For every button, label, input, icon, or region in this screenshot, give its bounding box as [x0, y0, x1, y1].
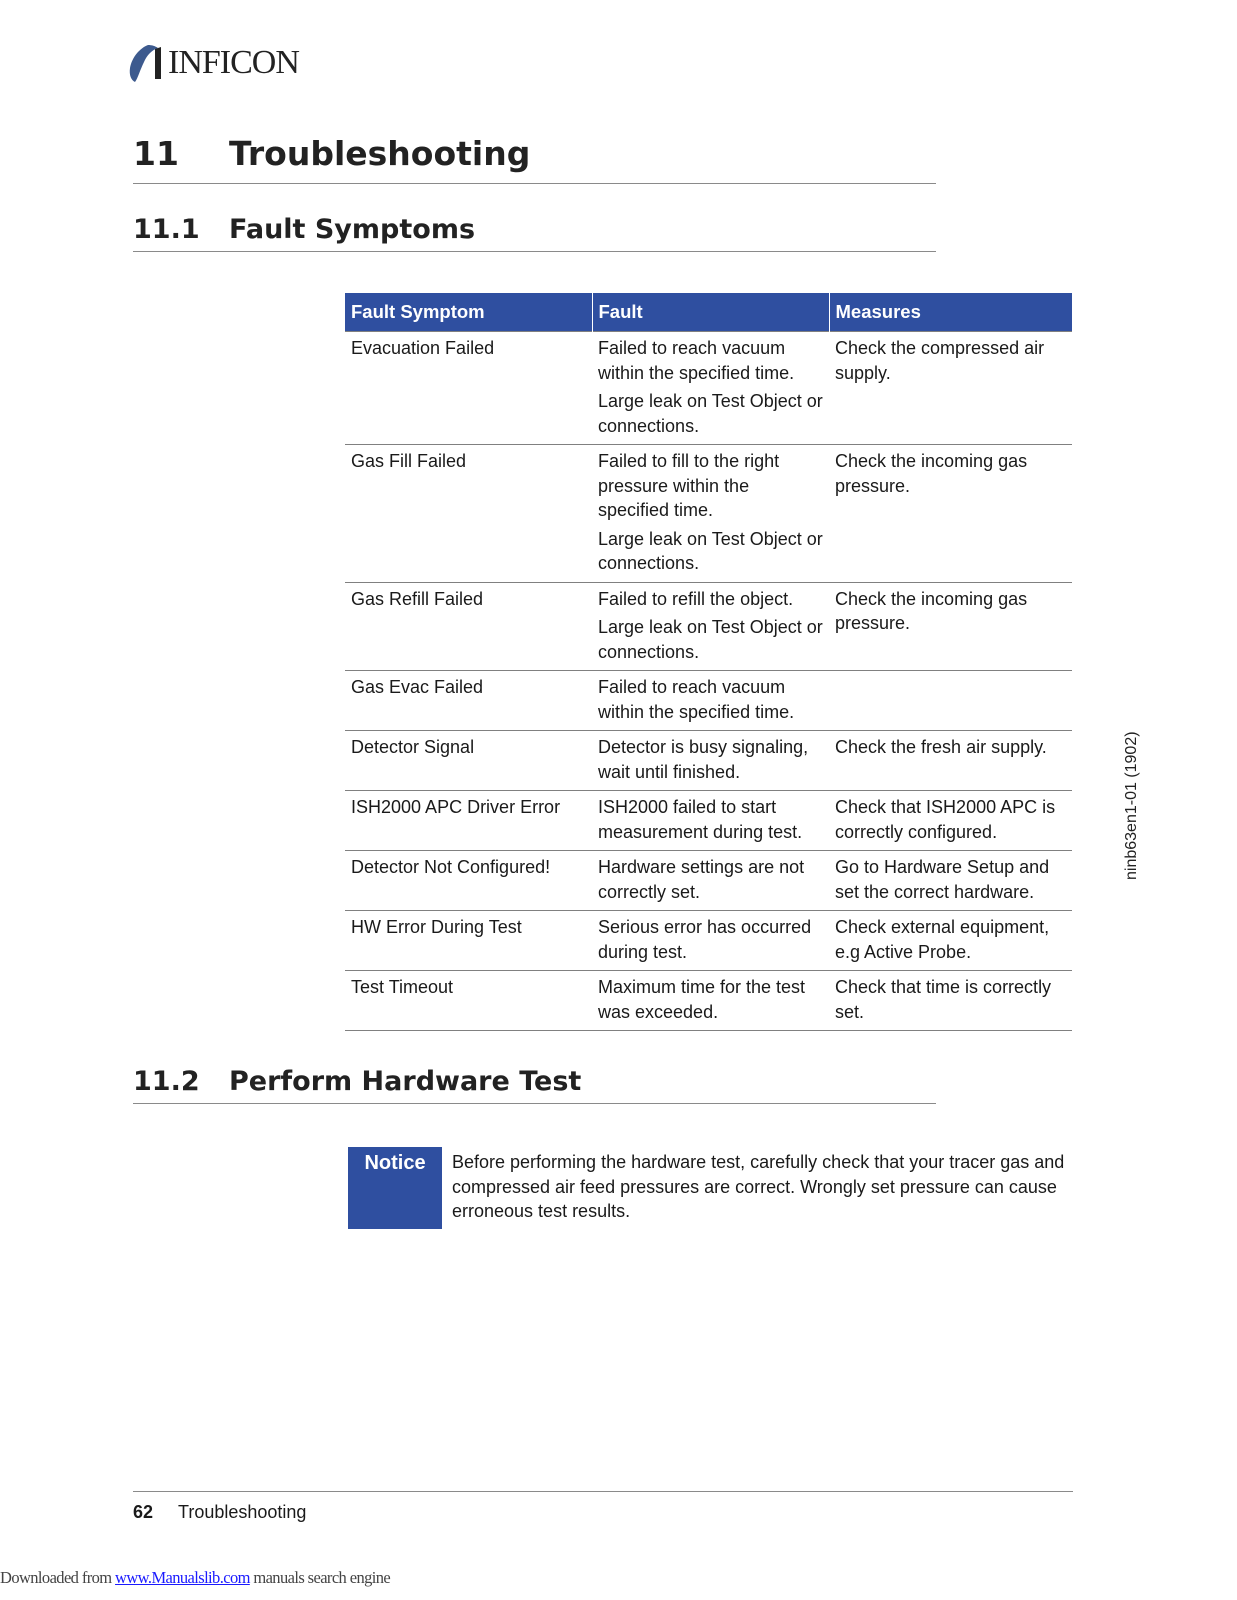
table-row — [345, 731, 1072, 791]
section-number: 11.1 — [133, 214, 200, 245]
fault-line: Hardware settings are not correctly set. — [598, 857, 805, 902]
table-row — [345, 971, 1072, 1031]
fault-line: Large leak on Test Object or connections. — [598, 528, 823, 573]
header-measures: Measures — [829, 293, 1072, 332]
fault-line: Failed to reach vacuum within the specified time. — [598, 338, 795, 383]
section-title: Perform Hardware Test — [229, 1066, 582, 1097]
fault-line: Failed to fill to the right pressure within the specified time. — [598, 451, 780, 520]
measures-cell: Check that time is correctly set. — [829, 971, 1072, 1031]
footer-section-title: Troubleshooting — [178, 1502, 307, 1522]
chapter-number: 11 — [133, 134, 179, 173]
chapter-title: Troubleshooting — [229, 134, 531, 173]
symptom-cell: HW Error During Test — [345, 911, 592, 971]
fault-cell — [592, 582, 829, 671]
logo-mark-icon — [128, 42, 166, 84]
symptom-cell: Gas Refill Failed — [345, 582, 592, 671]
measures-cell: Check the incoming gas pressure. — [829, 445, 1072, 583]
measures-cell: Check the fresh air supply. — [829, 731, 1072, 791]
fault-line: Maximum time for the test was exceeded. — [598, 977, 806, 1022]
fault-cell — [592, 731, 829, 791]
logo-wordmark: INFICON — [168, 44, 299, 81]
fault-line: Large leak on Test Object or connections. — [598, 391, 823, 436]
measures-cell: Go to Hardware Setup and set the correct hardware. — [829, 851, 1072, 911]
fault-cell — [592, 911, 829, 971]
table-row — [345, 582, 1072, 671]
symptom-cell: Detector Signal — [345, 731, 592, 791]
notice-label: Notice — [364, 1152, 426, 1174]
symptom-cell: Gas Fill Failed — [345, 445, 592, 583]
section-heading-hardware-test — [133, 1066, 933, 1100]
table-row — [345, 791, 1072, 851]
inficon-logo — [128, 40, 299, 86]
section-divider — [133, 1103, 936, 1104]
fault-line: Large leak on Test Object or connections. — [598, 617, 823, 662]
fault-cell — [592, 791, 829, 851]
symptom-cell: Evacuation Failed — [345, 332, 592, 445]
symptom-cell: Detector Not Configured! — [345, 851, 592, 911]
table-row — [345, 911, 1072, 971]
chapter-heading — [133, 134, 933, 174]
section-heading-fault-symptoms — [133, 214, 933, 248]
symptom-cell: ISH2000 APC Driver Error — [345, 791, 592, 851]
section-number: 11.2 — [133, 1066, 200, 1097]
download-prefix: Downloaded from — [0, 1568, 116, 1587]
table-header-row — [345, 293, 1072, 332]
table-row — [345, 671, 1072, 731]
measures-cell: Check that ISH2000 APC is correctly configured. — [829, 791, 1072, 851]
fault-cell — [592, 671, 829, 731]
document-code: ninb63en1-01 (1902) — [1123, 731, 1140, 880]
chapter-divider — [133, 183, 936, 184]
measures-cell: Check the incoming gas pressure. — [829, 582, 1072, 671]
fault-cell — [592, 332, 829, 445]
notice-text: Before performing the hardware test, carefully check that your tracer gas and compressed air feed pressures are correct. Wrongly set pressure can cause erroneous test results. — [452, 1152, 1065, 1221]
fault-line: Detector is busy signaling, wait until finished. — [598, 737, 809, 782]
fault-symptoms-table — [345, 293, 1072, 1031]
page-number: 62 — [133, 1502, 154, 1522]
fault-cell — [592, 445, 829, 583]
footer-divider — [133, 1491, 1073, 1492]
measures-cell: Check external equipment, e.g Active Probe. — [829, 911, 1072, 971]
symptom-cell: Gas Evac Failed — [345, 671, 592, 731]
fault-cell — [592, 851, 829, 911]
notice-badge — [348, 1147, 442, 1229]
measures-cell: Check the compressed air supply. — [829, 332, 1072, 445]
table-row — [345, 851, 1072, 911]
fault-line: Failed to reach vacuum within the specified time. — [598, 677, 795, 722]
section-title: Fault Symptoms — [229, 214, 476, 245]
section-divider — [133, 251, 936, 252]
manualslib-link[interactable]: www.Manualslib.com — [115, 1568, 250, 1587]
fault-cell — [592, 971, 829, 1031]
header-fault: Fault — [592, 293, 829, 332]
download-attribution — [0, 1568, 390, 1588]
download-suffix: manuals search engine — [249, 1568, 391, 1587]
fault-line: Failed to refill the object. — [598, 588, 794, 609]
header-fault-symptom: Fault Symptom — [345, 293, 592, 332]
fault-line: Serious error has occurred during test. — [598, 917, 812, 962]
table-row — [345, 332, 1072, 445]
measures-cell — [829, 671, 1072, 731]
symptom-cell: Test Timeout — [345, 971, 592, 1031]
table-row — [345, 445, 1072, 583]
fault-line: ISH2000 failed to start measurement during test. — [598, 797, 803, 842]
